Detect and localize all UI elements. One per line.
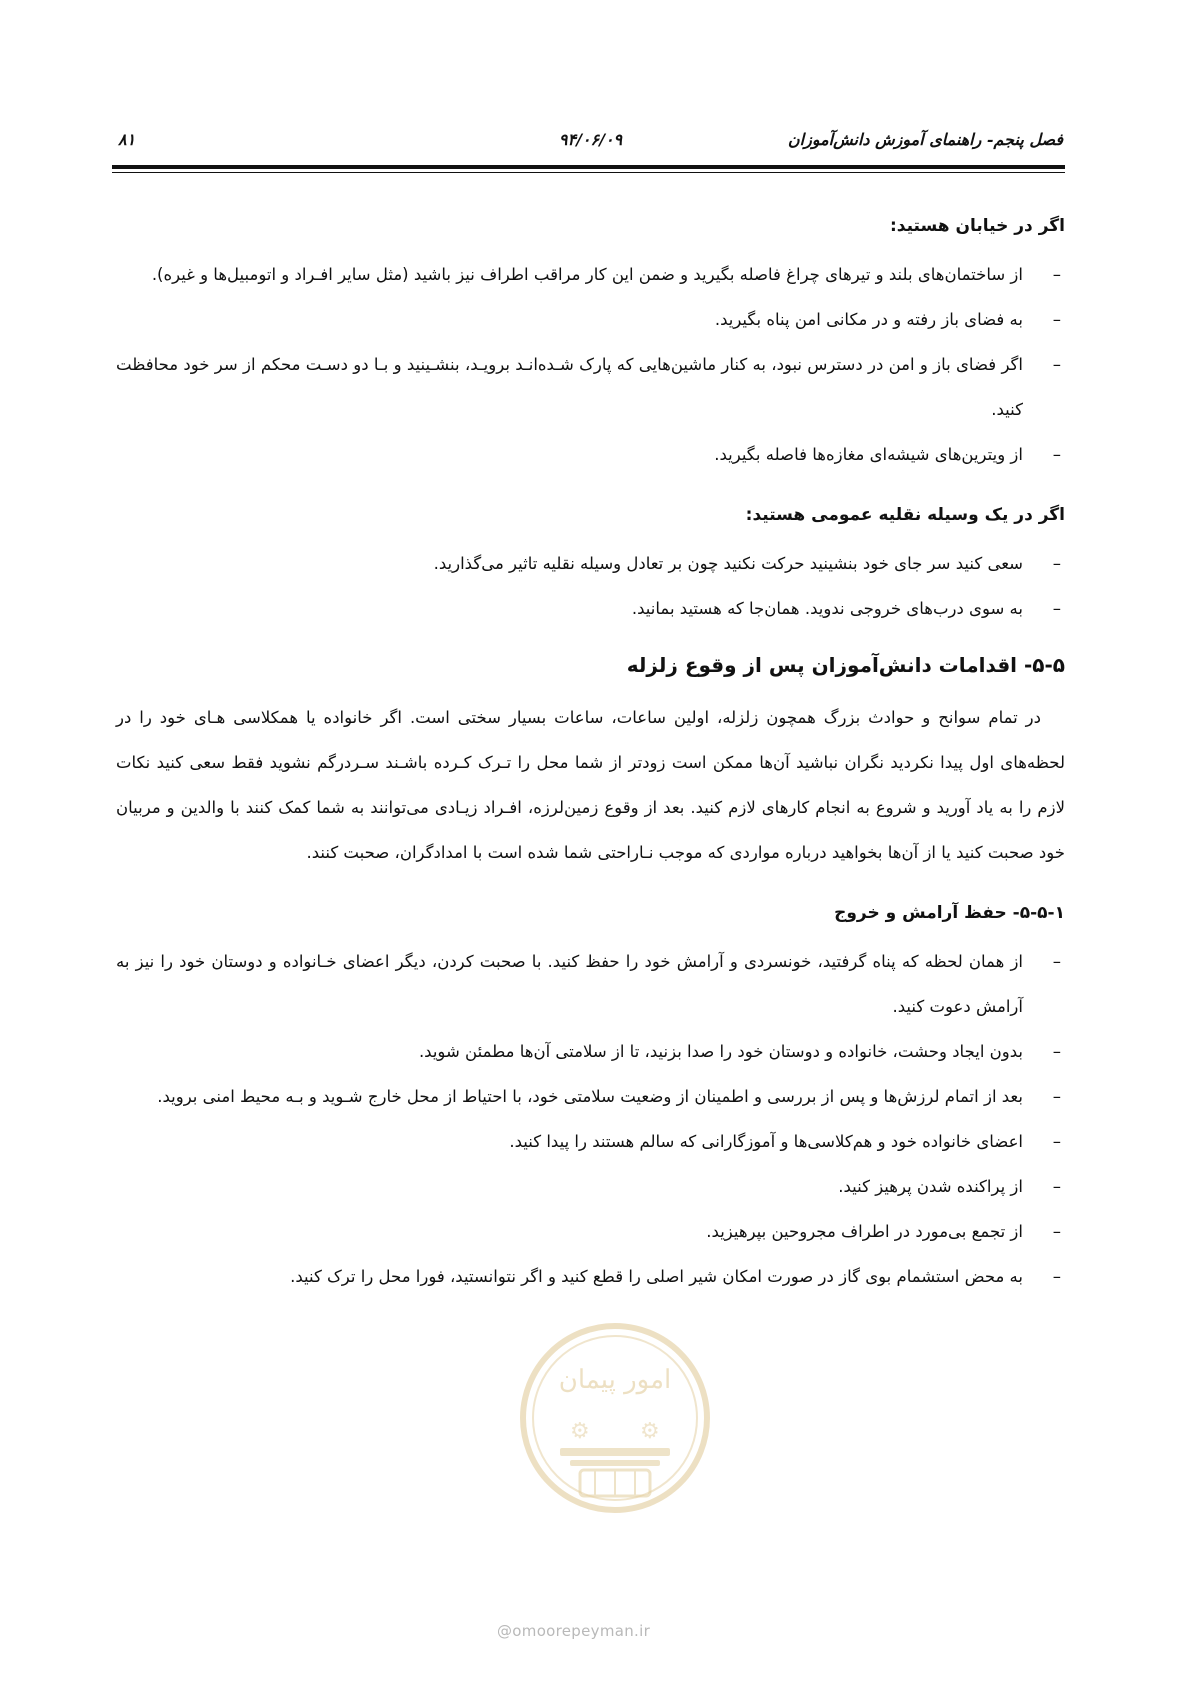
list-item-text: بعد از اتمام لرزش‌ها و پس از بررسی و اطمینان از وضعیت سلامتی خود، با احتیاط از محل خارج شـوید و بـه محیط امنی بروید.	[157, 1087, 1023, 1106]
list-item	[116, 541, 1061, 586]
calm-exit-list	[116, 939, 1065, 1299]
watermark-logo-icon	[510, 1318, 720, 1548]
street-list	[116, 252, 1065, 477]
list-item-text: به سوی درب‌های خروجی ندوید. همان‌جا که هستید بمانید.	[631, 599, 1023, 618]
section-5-5-paragraph: در تمام سوانح و حوادث بزرگ همچون زلزله، اولین ساعات، ساعات بسیار سختی است. اگر خانواده یا همکلاسی هـای خود را در لحظه‌های اول پیدا نکردید نگران نباشید آن‌ها ممکن است زودتر از شما محل را تـرک کـرده باشـند سـردرگم نشوید فقط سعی کنید نکات لازم را به یاد آورید و شروع به انجام کارهای لازم کنید. بعد از وقوع زمین‌لرزه، افـراد زیـادی می‌توانند به شما کمک کنند با والدین و مربیان خود صحبت کنید یا از آن‌ها بخواهید درباره مواردی که موجب نـاراحتی شما شده است با امدادگران، صحبت کنند.	[116, 708, 1065, 862]
list-item	[116, 432, 1061, 477]
svg-text:⚙: ⚙	[640, 1419, 660, 1444]
dash-bullet: –	[1052, 445, 1061, 464]
list-item-text: از تجمع بی‌مورد در اطراف مجروحین بپرهیزید.	[706, 1222, 1023, 1241]
section-5-5-1-heading: ۵-۵-۱- حفظ آرامش و خروج	[834, 903, 1065, 923]
dash-bullet: –	[1052, 952, 1061, 971]
list-item-text: از ویترین‌های شیشه‌ای مغازه‌ها فاصله بگیرید.	[714, 445, 1023, 464]
list-item	[116, 342, 1061, 432]
dash-bullet: –	[1052, 599, 1061, 618]
chapter-title: فصل پنجم- راهنمای آموزش دانش‌آموزان	[787, 130, 1063, 149]
dash-bullet: –	[1052, 355, 1061, 374]
list-item	[116, 297, 1061, 342]
list-item	[116, 1164, 1061, 1209]
list-item	[116, 939, 1061, 1029]
list-item	[116, 586, 1061, 631]
header-rule-thin	[112, 172, 1065, 173]
header-date: ۹۴/۰۶/۰۹	[558, 130, 623, 149]
section-5-5-heading: ۵-۵- اقدامات دانش‌آموزان پس از وقوع زلزله	[626, 653, 1065, 677]
list-item-text: بدون ایجاد وحشت، خانواده و دوستان خود را صدا بزنید، تا از سلامتی آن‌ها مطمئن شوید.	[418, 1042, 1023, 1061]
dash-bullet: –	[1052, 1267, 1061, 1286]
dash-bullet: –	[1052, 265, 1061, 284]
street-heading: اگر در خیابان هستید:	[890, 216, 1065, 236]
list-item	[116, 1119, 1061, 1164]
dash-bullet: –	[1052, 310, 1061, 329]
dash-bullet: –	[1052, 1222, 1061, 1241]
list-item-text: اعضای خانواده خود و هم‌کلاسی‌ها و آموزگارانی که سالم هستند را پیدا کنید.	[509, 1132, 1023, 1151]
vehicle-heading: اگر در یک وسیله نقلیه عمومی هستید:	[745, 505, 1065, 525]
watermark-url: @omoorepeyman.ir	[497, 1622, 651, 1640]
list-item	[116, 1209, 1061, 1254]
list-item-text: اگر فضای باز و امن در دسترس نبود، به کنار ماشین‌هایی که پارک شـده‌انـد برویـد، بنشـینید و بـا دو دسـت محکم از سر خود محافظت کنید.	[116, 355, 1023, 419]
watermark-logo-text: امور پیمان	[558, 1365, 672, 1395]
list-item	[116, 252, 1061, 297]
list-item-text: از ساختمان‌های بلند و تیرهای چراغ فاصله بگیرید و ضمن این کار مراقب اطراف نیز باشید (مثل سایر افـراد و اتومبیل‌ها و غیره).	[151, 265, 1023, 284]
list-item-text: به فضای باز رفته و در مکانی امن پناه بگیرید.	[714, 310, 1023, 329]
list-item-text: سعی کنید سر جای خود بنشینید حرکت نکنید چون بر تعادل وسیله نقلیه تاثیر می‌گذارید.	[433, 554, 1023, 573]
dash-bullet: –	[1052, 554, 1061, 573]
dash-bullet: –	[1052, 1087, 1061, 1106]
dash-bullet: –	[1052, 1177, 1061, 1196]
header-rule-thick	[112, 165, 1065, 169]
list-item	[116, 1254, 1061, 1299]
svg-text:⚙: ⚙	[570, 1419, 590, 1444]
list-item-text: از همان لحظه که پناه گرفتید، خونسردی و آرامش خود را حفظ کنید. با صحبت کردن، دیگر اعضای خـانواده و دوستان خود را نیز به آرامش دعوت کنید.	[116, 952, 1023, 1016]
page-number: ۸۱	[118, 130, 136, 149]
list-item	[116, 1074, 1061, 1119]
vehicle-list	[116, 541, 1065, 631]
dash-bullet: –	[1052, 1042, 1061, 1061]
list-item	[116, 1029, 1061, 1074]
list-item-text: از پراکنده شدن پرهیز کنید.	[838, 1177, 1023, 1196]
dash-bullet: –	[1052, 1132, 1061, 1151]
running-header	[118, 130, 1063, 160]
page-body	[116, 206, 1065, 1299]
list-item-text: به محض استشمام بوی گاز در صورت امکان شیر اصلی را قطع کنید و اگر نتوانستید، فورا محل را ترک کنید.	[290, 1267, 1023, 1286]
